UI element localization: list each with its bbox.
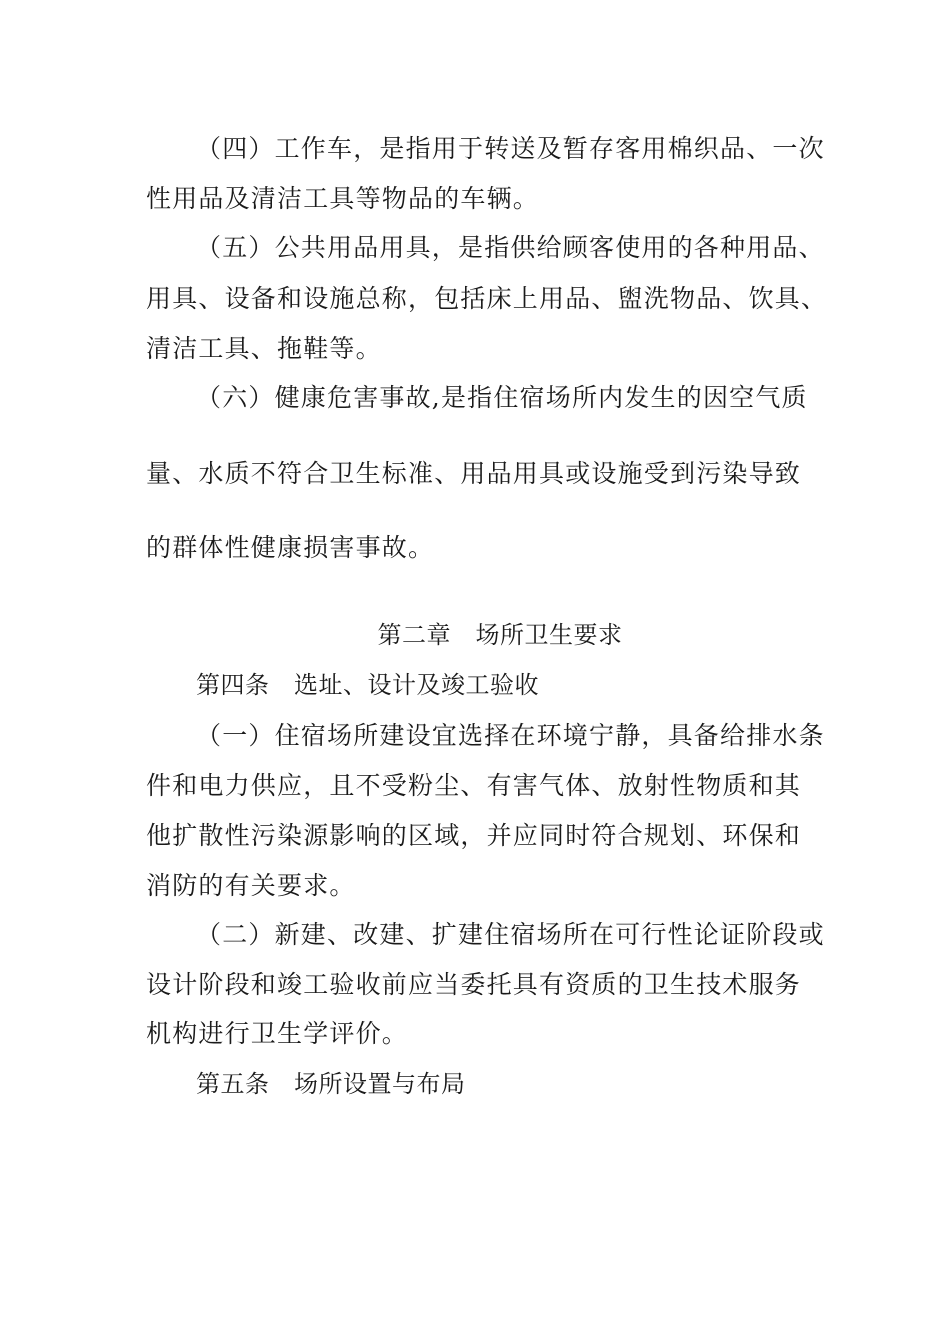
paragraph-5-line-1: （五）公共用品用具，是指供给顾客使用的各种用品、 [196, 233, 825, 262]
article-4-item-2-line-2: 设计阶段和竣工验收前应当委托具有资质的卫生技术服务 [146, 970, 802, 999]
article-4-heading: 第四条 选址、设计及竣工验收 [196, 671, 539, 699]
chapter-title: 第二章 场所卫生要求 [377, 621, 623, 649]
article-4-item-1-line-4: 消防的有关要求。 [146, 871, 356, 900]
article-4-item-1-line-2: 件和电力供应，且不受粉尘、有害气体、放射性物质和其 [146, 771, 802, 800]
article-4-item-2-line-1: （二）新建、改建、扩建住宿场所在可行性论证阶段或 [196, 920, 825, 949]
paragraph-5-line-3: 清洁工具、拖鞋等。 [146, 334, 382, 363]
article-4-item-1-line-3: 他扩散性污染源影响的区域，并应同时符合规划、环保和 [146, 821, 802, 850]
paragraph-6-line-1: （六）健康危害事故,是指住宿场所内发生的因空气质 [196, 383, 808, 412]
paragraph-4-line-1: （四）工作车，是指用于转送及暂存客用棉织品、一次 [196, 134, 825, 163]
paragraph-5-line-2: 用具、设备和设施总称，包括床上用品、盥洗物品、饮具、 [146, 284, 828, 313]
article-5-heading: 第五条 场所设置与布局 [196, 1070, 466, 1098]
paragraph-6-line-3: 的群体性健康损害事故。 [146, 533, 435, 562]
article-4-item-2-line-3: 机构进行卫生学评价。 [146, 1019, 409, 1048]
paragraph-6-line-2: 量、水质不符合卫生标准、用品用具或设施受到污染导致 [146, 459, 802, 488]
article-4-item-1-line-1: （一）住宿场所建设宜选择在环境宁静，具备给排水条 [196, 721, 825, 750]
paragraph-4-line-2: 性用品及清洁工具等物品的车辆。 [146, 184, 540, 213]
